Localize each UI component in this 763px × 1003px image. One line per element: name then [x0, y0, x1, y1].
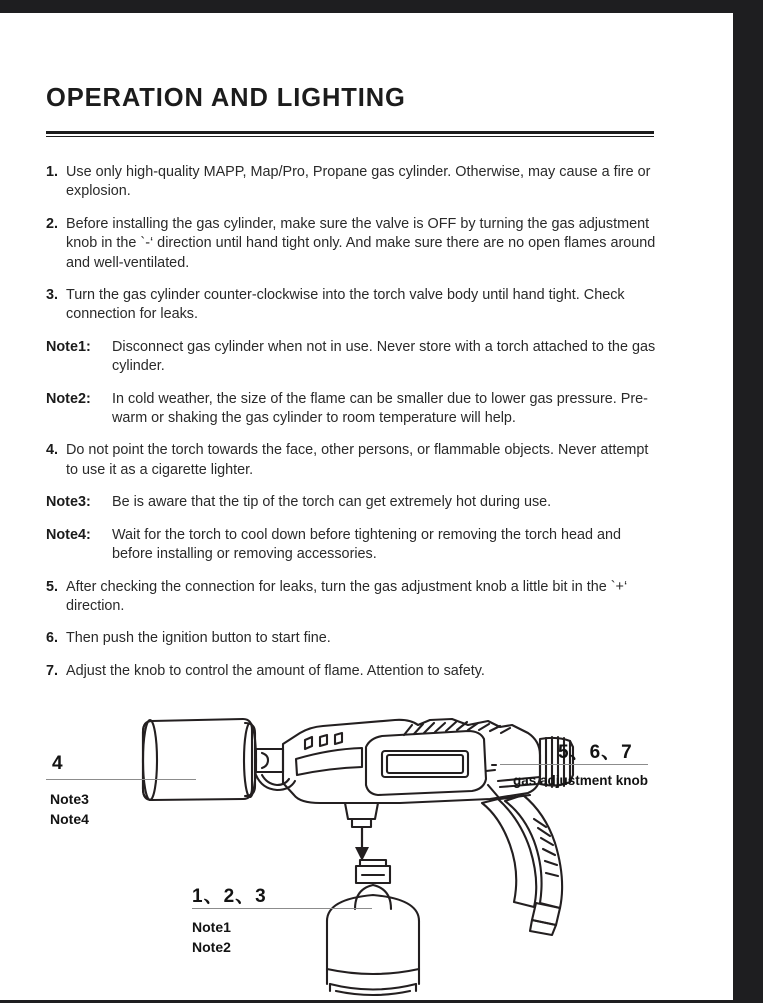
callout-knob-numbers: 5、6、7 — [558, 742, 633, 763]
vent-slot-3 — [335, 733, 342, 744]
nozzle-front-rim — [143, 720, 157, 800]
item-marker: 1. — [46, 164, 59, 180]
center-window-inner — [387, 755, 463, 773]
item-text: Turn the gas cylinder counter-clockwise into the torch valve body until hand tight. Check connection for leaks. — [66, 287, 625, 323]
numbered-item — [46, 215, 658, 273]
grip-mark-5 — [545, 861, 557, 865]
vent-slot-2 — [320, 735, 327, 746]
note-item — [46, 390, 658, 429]
numbered-item — [46, 441, 658, 480]
vent-slot-1 — [305, 737, 312, 749]
hatch-8 — [479, 724, 489, 730]
grip-mark-3 — [541, 838, 553, 845]
numbered-item — [46, 163, 658, 202]
item-text: Adjust the knob to control the amount of flame. Attention to safety. — [66, 662, 485, 679]
item-text: Then push the ignition button to start fine. — [66, 630, 331, 647]
grip-mark-6 — [546, 873, 558, 876]
torch-diagram — [0, 703, 733, 1003]
document-page — [0, 13, 733, 1000]
item-marker: 3. — [46, 287, 59, 304]
hatch-4 — [435, 723, 445, 732]
item-text: Before installing the gas cylinder, make sure the valve is OFF by turning the gas adjustment knob in the `-‘ direction until hand tight only. And make sure there are no open flames around and well-ventilated. — [66, 215, 656, 271]
numbered-item — [46, 578, 658, 617]
callout-knob-caption: gas adjustment knob — [513, 773, 649, 788]
leader-line-torch-head — [46, 779, 196, 780]
callout-torch-head-note3: Note3 — [50, 791, 89, 807]
item-marker: 4. — [46, 442, 59, 459]
nozzle-barrel — [143, 719, 252, 800]
valve-connector-stub — [345, 803, 378, 819]
frame-band-top — [0, 0, 763, 13]
cylinder-valve-top — [360, 860, 386, 866]
item-marker: Note2: — [46, 390, 91, 407]
valve-connector-tip — [352, 819, 371, 827]
item-marker: 2. — [46, 215, 59, 232]
hatch-10 — [501, 728, 510, 733]
title-divider — [46, 131, 654, 137]
divider-thin-rule — [46, 136, 654, 137]
neck-detail — [262, 753, 268, 768]
item-text: Wait for the torch to cool down before tightening or removing the torch head and before installing or removing accessories. — [112, 526, 622, 563]
leader-line-knob — [500, 764, 648, 765]
item-marker: 7. — [46, 662, 59, 679]
neck-under-hook — [256, 775, 295, 790]
leader-line-cylinder — [192, 908, 372, 909]
item-text: After checking the connection for leaks, turn the gas adjustment knob a little bit in the `+‘ direction. — [66, 578, 628, 614]
handle-foot — [530, 920, 556, 935]
item-marker: 5. — [46, 578, 59, 595]
numbered-item — [46, 286, 658, 325]
assembly-arrow — [355, 827, 369, 861]
note-item — [46, 338, 658, 377]
arrow-head — [355, 847, 369, 861]
note-item — [46, 493, 658, 512]
callout-torch-head-number: 4 — [52, 753, 64, 774]
cylinder-base-seam — [327, 969, 419, 974]
item-text: Do not point the torch towards the face, other persons, or flammable objects. Never attempt to use it as a cigarette lighter. — [66, 442, 649, 478]
frame-band-right — [733, 0, 763, 1000]
item-text: In cold weather, the size of the flame can be smaller due to lower gas pressure. Pre-warm or shaking the gas cylinder to room temperature will help. — [112, 390, 648, 427]
instruction-list — [46, 163, 658, 694]
item-marker: Note4: — [46, 526, 91, 543]
callout-cylinder-numbers: 1、2、3 — [192, 886, 267, 907]
callout-cylinder-note1: Note1 — [192, 919, 231, 935]
numbered-item — [46, 629, 658, 648]
note-item — [46, 526, 658, 565]
left-shoulder-panel — [296, 748, 362, 775]
handle-inner — [482, 799, 536, 907]
item-text: Disconnect gas cylinder when not in use. Never store with a torch attached to the gas cylinder. — [112, 338, 656, 375]
hatch-5 — [446, 722, 456, 731]
numbered-item — [46, 662, 658, 681]
body-tick-a — [486, 770, 495, 771]
hatch-9 — [490, 726, 500, 731]
item-marker: Note1: — [46, 338, 91, 355]
grip-mark-4 — [543, 849, 555, 855]
grip-mark-2 — [538, 828, 550, 836]
cylinder-bottom-curve — [330, 984, 416, 990]
page-title: OPERATION AND LIGHTING — [46, 84, 406, 112]
cylinder-foot-curve — [336, 991, 410, 995]
neck-under-hook-inner — [262, 775, 289, 785]
hatch-3 — [424, 723, 434, 733]
item-marker: Note3: — [46, 494, 91, 511]
item-marker: 6. — [46, 630, 59, 647]
neck-coupling — [256, 749, 283, 772]
callout-torch-head-note4: Note4 — [50, 811, 89, 827]
item-text: Be is aware that the tip of the torch can get extremely hot during use. — [112, 494, 552, 511]
handle-outer — [505, 795, 562, 908]
callout-cylinder-note2: Note2 — [192, 939, 231, 955]
item-text: Use only high-quality MAPP, Map/Pro, Propane gas cylinder. Otherwise, may cause a fire or explosion. — [66, 164, 651, 200]
